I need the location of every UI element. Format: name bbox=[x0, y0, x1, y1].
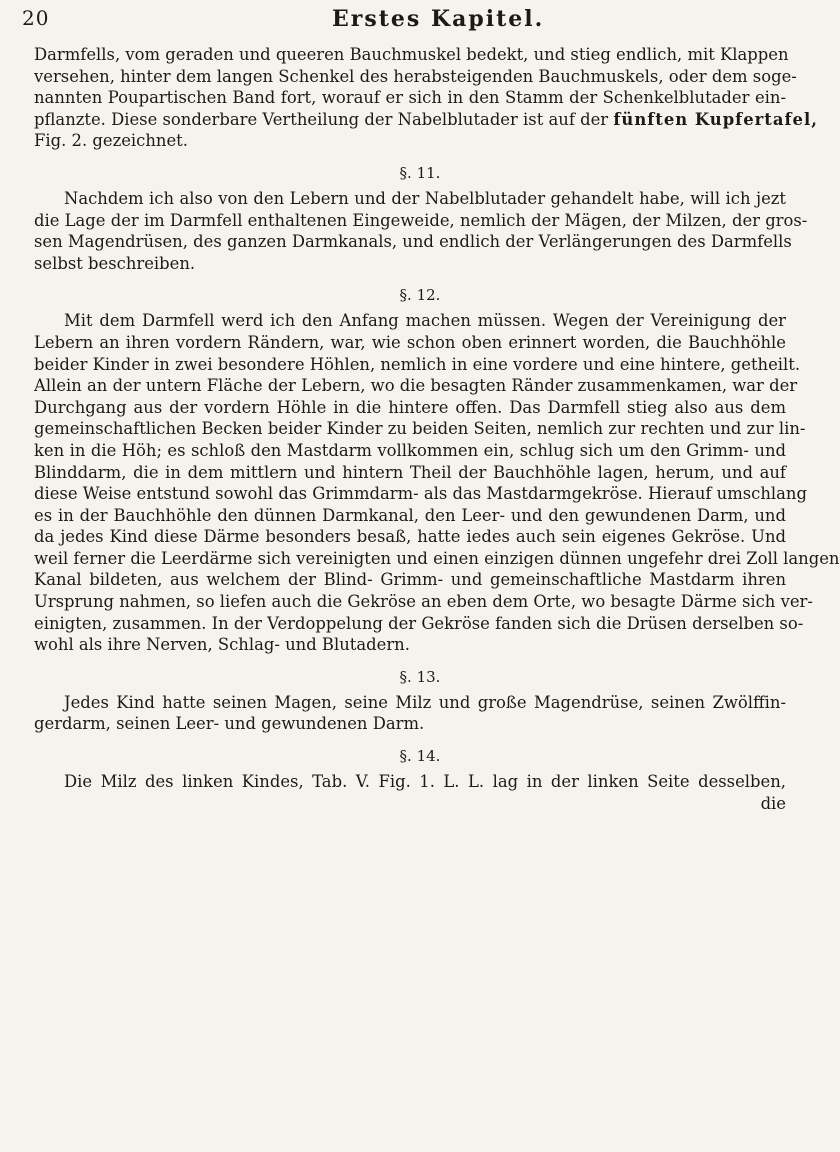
text-line: gerdarm, seinen Leer- und gewundenen Darm. bbox=[34, 714, 425, 734]
text-line: Darmfells, vom geraden und queeren Bauchmuskel bedekt, und stieg endlich, mit Klappen bbox=[34, 45, 789, 64]
text-line: Fig. 2. gezeichnet. bbox=[34, 131, 188, 151]
text-line: selbst beschreiben. bbox=[34, 253, 196, 273]
running-head: Erstes Kapitel. bbox=[332, 6, 545, 32]
text-line: sen Magendrüsen, des ganzen Darmkanals, und endlich der Verlängerungen des Darmfells bbox=[34, 232, 792, 252]
text-line: weil ferner die Leerdärme sich vereinigten und einen einzigen dünnen ungefehr drei Zoll langen bbox=[34, 548, 840, 568]
text-line: versehen, hinter dem langen Schenkel des herabsteigenden Bauchmuskels, oder dem soge- bbox=[34, 66, 797, 86]
text-line: Blinddarm, die in dem mittlern und hintern Theil der Bauchhöhle lagen, herum, und auf bbox=[34, 462, 786, 482]
text-fragment: pflanzte. Diese sonderbare Vertheilung der Nabelblutader ist auf der bbox=[34, 109, 609, 129]
text-line: die Lage der im Darmfell enthaltenen Eingeweide, nemlich der Mägen, der Milzen, der gros- bbox=[34, 210, 808, 230]
catchword: die bbox=[760, 793, 786, 813]
page-header bbox=[22, 6, 792, 36]
text-line: da jedes Kind diese Därme besonders besaß, hatte iedes auch sein eigenes Gekröse. Und bbox=[34, 527, 786, 547]
section-heading: §. 13. bbox=[399, 667, 441, 686]
text-line: ken in die Höh; es schloß den Mastdarm vollkommen ein, schlug sich um den Grimm- und bbox=[34, 440, 786, 460]
emphasis-text: fünften Kupfertafel, bbox=[613, 109, 818, 129]
text-line: gemeinschaftlichen Becken beider Kinder zu beiden Seiten, nemlich zur rechten und zur lin- bbox=[34, 419, 806, 439]
text-line: diese Weise entstund sowohl das Grimmdarm- als das Mastdarmgekröse. Hierauf umschlang bbox=[34, 484, 807, 504]
text-line: Ursprung nahmen, so liefen auch die Gekröse an eben dem Orte, wo besagte Därme sich ver- bbox=[34, 592, 813, 612]
section-heading: §. 12. bbox=[399, 286, 441, 305]
page-number: 20 bbox=[22, 6, 50, 30]
text-line: Durchgang aus der vordern Höhle in die hintere offen. Das Darmfell stieg also aus dem bbox=[34, 397, 786, 417]
text-line: nannten Poupartischen Band fort, worauf er sich in den Stamm der Schenkelblutader ein- bbox=[34, 88, 786, 108]
text-line: Allein an der untern Fläche der Lebern, wo die besagten Ränder zusammenkamen, war der bbox=[34, 376, 798, 396]
text-line: einigten, zusammen. In der Verdoppelung der Gekröse fanden sich die Drüsen derselben so- bbox=[34, 613, 804, 633]
text-line: es in der Bauchhöhle den dünnen Darmkanal, den Leer- und den gewundenen Darm, und bbox=[34, 505, 786, 525]
text-line: Die Milz des linken Kindes, Tab. V. Fig. 1. L. L. lag in der linken Seite desselben, bbox=[64, 772, 786, 792]
text-line: wohl als ihre Nerven, Schlag- und Blutadern. bbox=[34, 635, 410, 655]
text-line: Mit dem Darmfell werd ich den Anfang machen müssen. Wegen der Vereinigung der bbox=[64, 311, 786, 331]
body-text bbox=[34, 44, 840, 814]
section-heading: §. 14. bbox=[399, 747, 441, 766]
book-page bbox=[22, 0, 840, 1152]
section-heading: §. 11. bbox=[399, 163, 441, 182]
text-line: Jedes Kind hatte seinen Magen, seine Milz und große Magendrüse, seinen Zwölffin- bbox=[64, 692, 786, 712]
text-line bbox=[34, 109, 818, 131]
text-line: Lebern an ihren vordern Rändern, war, wie schon oben erinnert worden, die Bauchhöhle bbox=[34, 332, 786, 352]
text-line: beider Kinder in zwei besondere Höhlen, nemlich in eine vordere und eine hintere, getheilt. bbox=[34, 354, 801, 374]
text-line: Kanal bildeten, aus welchem der Blind- Grimm- und gemeinschaftliche Mastdarm ihren bbox=[34, 570, 786, 590]
text-line: Nachdem ich also von den Lebern und der Nabelblutader gehandelt habe, will ich jezt bbox=[64, 188, 786, 208]
